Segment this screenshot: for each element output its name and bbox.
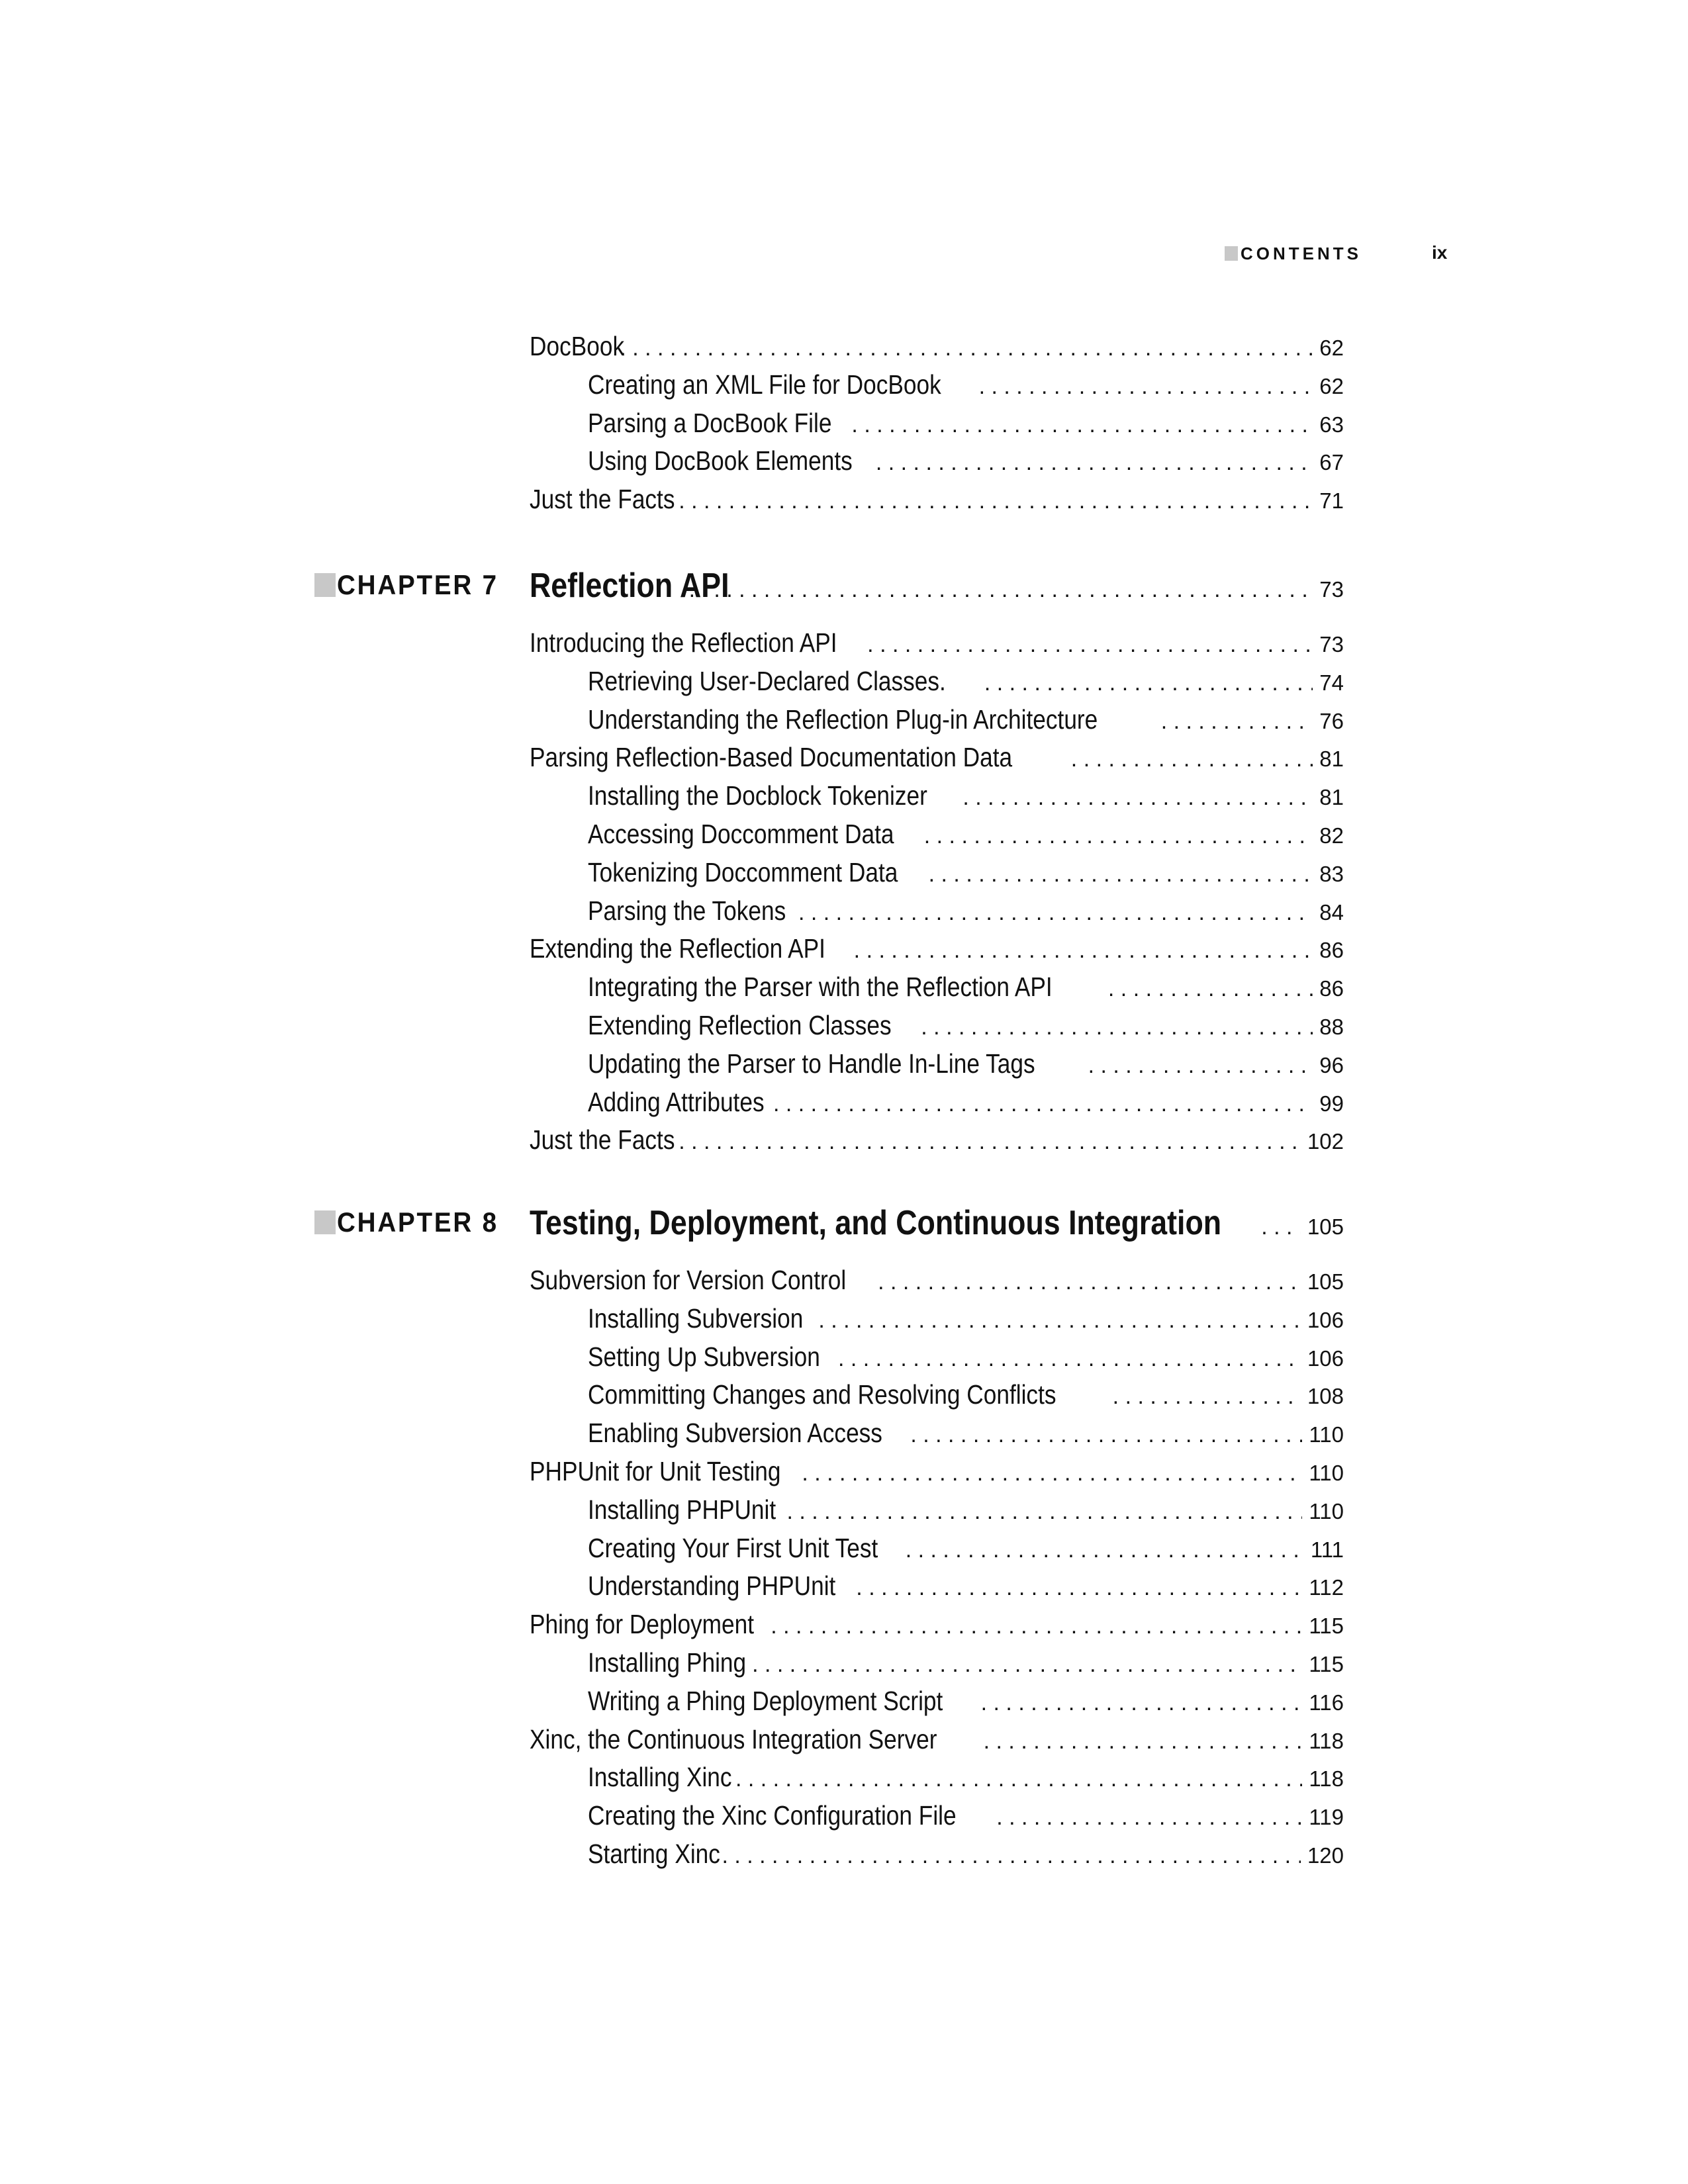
toc-entry-title: Writing a Phing Deployment Script	[588, 1685, 943, 1716]
toc-page-number: 102	[1307, 1129, 1344, 1154]
toc-entry	[588, 408, 1344, 441]
toc-entry-title: Just the Facts	[530, 484, 675, 515]
dot-leader	[845, 412, 1313, 438]
toc-page-number: 76	[1319, 708, 1344, 733]
dot-leader	[764, 1614, 1302, 1639]
toc-page-number: 118	[1309, 1728, 1344, 1753]
dot-leader	[1106, 1384, 1301, 1410]
toc-page-number: 110	[1309, 1422, 1344, 1447]
toc-entry	[588, 1839, 1344, 1872]
toc-page-number: 110	[1309, 1498, 1344, 1524]
dot-leader	[745, 1652, 1302, 1678]
dot-leader	[767, 1091, 1313, 1117]
toc-entry-title: Understanding the Reflection Plug-in Architecture	[588, 704, 1098, 735]
chapter-title-row	[530, 566, 1344, 605]
dot-leader	[792, 900, 1313, 926]
dot-leader	[1082, 1053, 1313, 1079]
chapter-number: CHAPTER 8	[337, 1206, 498, 1238]
toc-entry-title: Extending Reflection Classes	[588, 1010, 892, 1040]
dot-leader	[917, 823, 1313, 849]
toc-entry	[530, 627, 1344, 660]
toc-page-number: 118	[1309, 1766, 1344, 1792]
dot-leader	[914, 1015, 1313, 1040]
toc-entry	[530, 331, 1344, 364]
toc-entry-title: Tokenizing Doccomment Data	[588, 856, 898, 887]
toc-entry	[530, 1609, 1344, 1642]
chapter-title-row	[530, 1203, 1344, 1242]
toc-entry-title: Integrating the Parser with the Reflection API	[588, 972, 1053, 1003]
toc-entry	[588, 1533, 1344, 1566]
dot-leader	[956, 785, 1313, 811]
toc-page-number: 86	[1319, 976, 1344, 1001]
toc-page-number: 73	[1319, 577, 1344, 602]
dot-leader	[899, 1537, 1304, 1563]
toc-entry-title: Enabling Subversion Access	[588, 1418, 882, 1449]
toc-page-number: 116	[1309, 1690, 1344, 1715]
toc-page-number: 74	[1319, 670, 1344, 695]
toc-entry	[530, 742, 1344, 775]
toc-entry	[588, 1494, 1344, 1527]
toc-page-number: 81	[1319, 785, 1344, 810]
running-head	[1225, 244, 1456, 263]
dot-leader	[847, 938, 1313, 964]
toc-entry	[588, 1087, 1344, 1120]
chapter-label	[314, 1206, 512, 1239]
toc-entry	[588, 1379, 1344, 1412]
dot-leader	[990, 1805, 1302, 1831]
toc-entry	[588, 819, 1344, 852]
toc-entry-title: Creating an XML File for DocBook	[588, 369, 941, 400]
dot-leader	[978, 670, 1313, 696]
toc-page-number: 84	[1319, 899, 1344, 925]
toc-entry	[588, 895, 1344, 929]
dot-leader	[1254, 1214, 1301, 1240]
toc-page-number: 108	[1307, 1384, 1344, 1409]
toc-entry	[588, 1686, 1344, 1719]
page-number: ix	[1432, 242, 1448, 263]
toc-page-number: 105	[1307, 1269, 1344, 1294]
toc-entry	[530, 1265, 1344, 1298]
toc-page-number: 120	[1307, 1843, 1344, 1868]
toc-page-number: 67	[1319, 450, 1344, 475]
toc-entry	[588, 1418, 1344, 1451]
toc-page-number: 83	[1319, 861, 1344, 886]
dot-leader	[682, 577, 1313, 603]
toc-entry-title: Committing Changes and Resolving Conflicts	[588, 1379, 1056, 1410]
toc-entry	[530, 484, 1344, 517]
chapter-title: Testing, Deployment, and Continuous Integration	[530, 1204, 1222, 1242]
toc-entry-title: Installing the Docblock Tokenizer	[588, 780, 927, 811]
dot-leader	[672, 488, 1313, 514]
toc-entry-title: Starting Xinc	[588, 1839, 720, 1869]
toc-page-number: 73	[1319, 632, 1344, 657]
toc-entry-title: Extending the Reflection API	[530, 933, 825, 964]
toc-entry-title: Understanding PHPUnit	[588, 1570, 836, 1602]
toc-entry	[530, 1456, 1344, 1489]
chapter-marker	[314, 573, 336, 597]
dot-leader	[977, 1729, 1303, 1754]
toc-entry-title: Xinc, the Continuous Integration Server	[530, 1723, 937, 1754]
chapter-marker	[314, 1210, 336, 1234]
toc-entry	[588, 1570, 1344, 1604]
toc-page-number: 115	[1309, 1652, 1344, 1676]
toc-entry	[588, 704, 1344, 737]
toc-page-number: 119	[1309, 1805, 1344, 1830]
dot-leader	[904, 1422, 1302, 1448]
toc-entry-title: Parsing the Tokens	[588, 895, 786, 926]
toc-entry	[530, 933, 1344, 966]
toc-page-number: 110	[1309, 1461, 1344, 1485]
toc-page-number: 63	[1319, 412, 1344, 437]
toc-page-number: 81	[1319, 747, 1344, 772]
dot-leader	[613, 336, 1313, 361]
toc-entry	[588, 1762, 1344, 1795]
toc-entry	[588, 972, 1344, 1005]
dot-leader	[871, 1269, 1301, 1295]
toc-entry	[588, 1303, 1344, 1336]
dot-leader	[974, 1690, 1303, 1716]
toc-entry-title: DocBook	[530, 331, 625, 361]
toc-entry	[588, 857, 1344, 890]
dot-leader	[729, 1766, 1302, 1792]
toc-entry	[588, 1010, 1344, 1043]
toc-entry-title: Adding Attributes	[588, 1086, 765, 1117]
toc-page-number: 62	[1319, 336, 1344, 360]
toc-entry	[588, 1342, 1344, 1375]
running-head-title: CONTENTS	[1241, 243, 1362, 263]
toc-entry-title: Parsing Reflection-Based Documentation Data	[530, 742, 1013, 773]
dot-leader	[780, 1499, 1302, 1525]
toc-entry-title: Phing for Deployment	[530, 1609, 755, 1640]
toc-page-number: 86	[1319, 938, 1344, 963]
toc-entry-title: Just the Facts	[530, 1124, 675, 1156]
toc-entry-title: Installing Subversion	[588, 1302, 804, 1334]
dot-leader	[715, 1843, 1300, 1869]
toc-entry	[530, 1724, 1344, 1757]
dot-leader	[861, 632, 1313, 658]
chapter-title: Reflection API	[530, 567, 729, 605]
chapter-number: CHAPTER 7	[337, 569, 498, 600]
toc-entry	[588, 666, 1344, 699]
chapter-label	[314, 569, 512, 602]
toc-entry-title: Accessing Doccomment Data	[588, 819, 894, 849]
toc-entry-title: Updating the Parser to Handle In-Line Tags	[588, 1048, 1035, 1079]
toc-entry-title: Introducing the Reflection API	[530, 627, 837, 658]
toc-entry-title: Using DocBook Elements	[588, 445, 853, 477]
toc-page-number: 71	[1319, 488, 1344, 514]
toc-entry	[588, 1800, 1344, 1833]
dot-leader	[922, 862, 1313, 887]
toc-entry	[588, 1048, 1344, 1081]
toc-page-number: 105	[1307, 1214, 1344, 1239]
toc-entry-title: Installing Xinc	[588, 1762, 732, 1793]
toc-entry	[588, 1647, 1344, 1680]
toc-page-number: 99	[1319, 1091, 1344, 1116]
toc-entry-title: Subversion for Version Control	[530, 1265, 847, 1295]
toc-entry-title: Creating Your First Unit Test	[588, 1532, 878, 1563]
toc-page-number: 112	[1309, 1575, 1344, 1600]
toc-page-number: 62	[1319, 373, 1344, 398]
toc-entry	[588, 445, 1344, 478]
dot-leader	[1064, 747, 1313, 772]
toc-page-number: 88	[1319, 1015, 1344, 1039]
toc-entry-title: Setting Up Subversion	[588, 1341, 820, 1372]
toc-page-number: 115	[1309, 1614, 1344, 1639]
toc-page-number: 106	[1307, 1345, 1344, 1371]
dot-leader	[849, 1575, 1302, 1601]
toc-entry	[588, 780, 1344, 813]
running-head-marker	[1225, 246, 1238, 261]
toc-page-number: 82	[1319, 823, 1344, 848]
toc-entry-title: Installing Phing	[588, 1647, 747, 1678]
toc-entry-title: Parsing a DocBook File	[588, 407, 832, 438]
toc-entry-title: Installing PHPUnit	[588, 1494, 776, 1525]
dot-leader	[795, 1461, 1302, 1486]
dot-leader	[1102, 976, 1313, 1002]
dot-leader	[1154, 709, 1313, 735]
dot-leader	[869, 450, 1313, 476]
toc-entry	[530, 1124, 1344, 1158]
toc-page-number: 111	[1310, 1537, 1344, 1562]
dot-leader	[672, 1129, 1301, 1155]
dot-leader	[831, 1346, 1301, 1372]
toc-page-number: 106	[1307, 1307, 1344, 1332]
dot-leader	[812, 1308, 1301, 1334]
dot-leader	[972, 374, 1313, 400]
toc-entry-title: Creating the Xinc Configuration File	[588, 1800, 957, 1831]
toc-entry-title: PHPUnit for Unit Testing	[530, 1456, 781, 1486]
toc-page-number: 96	[1319, 1052, 1344, 1077]
toc-entry-title: Retrieving User-Declared Classes.	[588, 665, 946, 696]
toc-entry	[588, 369, 1344, 402]
